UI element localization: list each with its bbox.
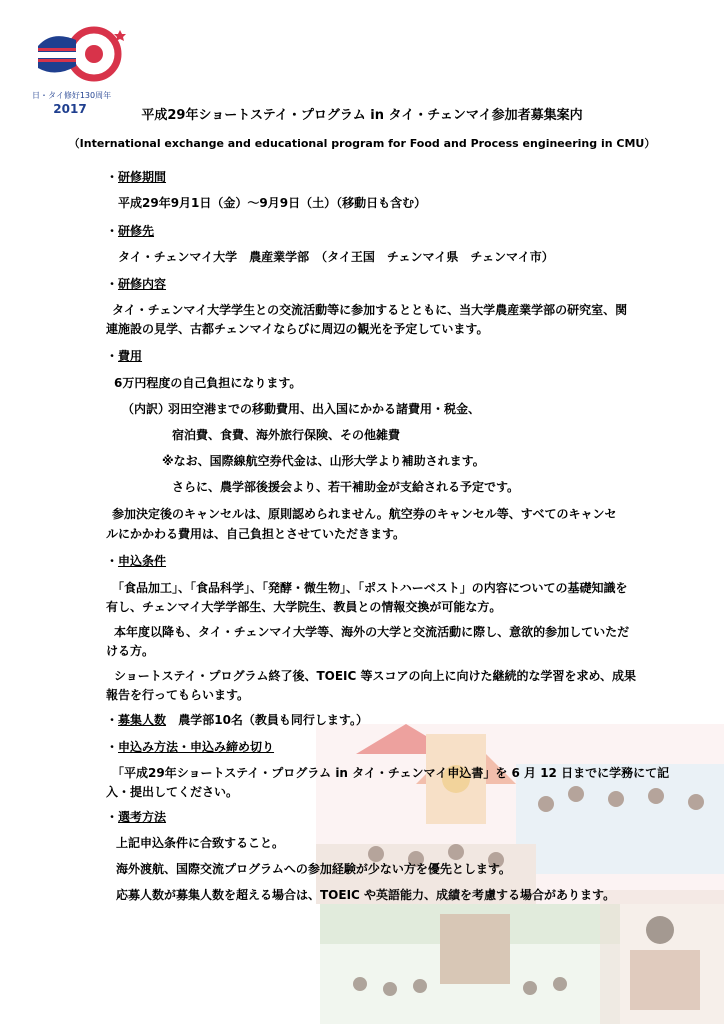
conditions-p2-line-1: 本年度以降も、タイ・チェンマイ大学等、海外の大学と交流活動に際し、意欲的参加していただ [114,625,630,639]
heading-text: 研修内容 [118,277,167,291]
heading-text: 研修期間 [118,170,167,184]
application-line-1: 「平成29年ショートステイ・プログラム in タイ・チェンマイ申込書」を 6 月 12 日までに学務にて記 [112,766,670,780]
bullet: ・ [106,349,119,363]
destination-text: タイ・チェンマイ大学 農産業学部 （タイ王国 チェンマイ県 チェンマイ市） [118,250,554,264]
heading-text: 費用 [118,349,143,363]
bullet: ・ [106,810,119,824]
bullet: ・ [106,713,119,727]
cost-line-1: 6万円程度の自己負担になります。 [114,376,302,390]
bullet: ・ [106,224,119,238]
conditions-p1-line-1: 「食品加工」、「食品科学」、「発酵・微生物」、「ポストハーベスト」の内容についての基礎知識を [112,581,628,595]
section-heading-destination [106,222,154,239]
cost-note-1: ※なお、国際線航空券代金は、山形大学より補助されます。 [162,454,485,468]
cost-note-2: さらに、農学部後援会より、若干補助金が支給される予定です。 [172,480,520,494]
cost-cancel-1: 参加決定後のキャンセルは、原則認められません。航空券のキャンセル等、すべてのキャンセ [112,507,617,521]
content-line-2: 連施設の見学、古都チェンマイならびに周辺の観光を予定しています。 [106,322,489,336]
thai-japan-emblem-icon [32,26,132,90]
logo-caption: 日・タイ修好130周年 [32,91,112,100]
section-heading-cost [106,347,142,364]
period-text: 平成29年9月1日（金）～9月9日（土）（移動日も含む） [118,196,427,210]
recruitment-text: 農学部10名（教員も同行します。） [178,713,368,727]
section-heading-period [106,168,166,185]
bullet: ・ [106,740,119,754]
cost-breakdown-2: 宿泊費、食費、海外旅行保険、その他雑費 [172,428,401,442]
conditions-p2-line-2: ける方。 [106,644,155,658]
heading-text: 申込条件 [118,554,167,568]
page-subtitle: （International exchange and educational program for Food and Process engineering in CMU） [68,137,656,150]
content-line-1: タイ・チェンマイ大学学生との交流活動等に参加するとともに、当大学農産業学部の研究室、関 [112,303,628,317]
conditions-p3-line-2: 報告を行ってもらいます。 [106,688,250,702]
section-heading-content [106,275,166,292]
cost-cancel-2: ルにかかわる費用は、自己負担とさせていただきます。 [106,527,406,541]
section-heading-application [106,738,274,755]
cost-breakdown-label: （内訳） [122,402,171,416]
bullet: ・ [106,277,119,291]
activity-photo [600,890,724,1024]
application-line-2: 入・提出してください。 [106,785,239,799]
heading-text: 研修先 [118,224,155,238]
group-photo-temple [316,724,724,904]
bullet: ・ [106,554,119,568]
group-photo-outdoor [320,904,620,1024]
section-heading-selection [106,808,166,825]
selection-line-3: 応募人数が募集人数を超える場合は、TOEIC や英語能力、成績を考慮する場合があります。 [116,888,616,902]
heading-text: 申込み方法・申込み締め切り [118,740,275,754]
section-heading-recruitment [106,711,368,728]
cost-breakdown-1: 羽田空港までの移動費用、出入国にかかる諸費用・税金、 [168,402,481,416]
selection-line-1: 上記申込条件に合致すること。 [116,836,285,850]
section-heading-conditions [106,552,166,569]
heading-text: 選考方法 [118,810,167,824]
conditions-p1-line-2: 有し、チェンマイ大学学部生、大学院生、教員との情報交換が可能な方。 [106,600,502,614]
conditions-p3-line-1: ショートステイ・プログラム終了後、TOEIC 等スコアの向上に向けた継続的な学習を求め、成果 [114,669,636,683]
heading-text: 募集人数 [118,713,167,727]
bullet: ・ [106,170,119,184]
page-title: 平成29年ショートステイ・プログラム in タイ・チェンマイ参加者募集案内 [141,108,583,123]
selection-line-2: 海外渡航、国際交流プログラムへの参加経験が少ない方を優先とします。 [116,862,511,876]
logo-year: 2017 [53,102,87,116]
